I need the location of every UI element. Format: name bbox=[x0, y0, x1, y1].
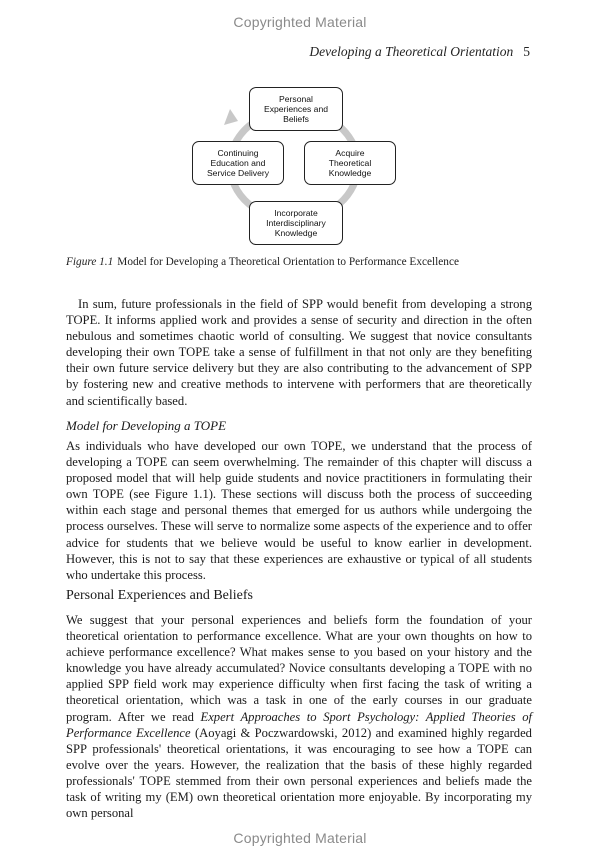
node-personal-experiences: Personal Experiences and Beliefs bbox=[249, 87, 343, 131]
caption-label: Figure 1.1 bbox=[66, 256, 114, 268]
caption-text: Model for Developing a Theoretical Orientation to Performance Excellence bbox=[117, 256, 459, 268]
figure-caption bbox=[66, 256, 536, 268]
node-acquire-knowledge: Acquire Theoretical Knowledge bbox=[304, 141, 396, 185]
watermark-top: Copyrighted Material bbox=[233, 14, 367, 30]
paragraph-1: In sum, future professionals in the field of SPP would benefit from developing a strong TOPE. It informs applied work and provides a sense of security and direction in the often nebulous and sometimes chaotic world of consulting. We suggest that novice consultants developing their own TOPE take a sense of fulfillment in that not only are they benefiting their own future service delivery but they are also contributing to the advancement of SPP by fostering new and creative methods to intervene with performers that are theoretically and scientifically based. bbox=[66, 297, 532, 408]
arrow-head-icon bbox=[224, 109, 238, 125]
paragraph-3-part-1: We suggest that your personal experiences and beliefs form the foundation of your theoretical orientation to performance excellence. What are your own thoughts on how to achieve performance excellence? What makes sense to you based on your history and the knowledge you have already accumulated? Novice consultants developing a TOPE with no applied SPP field work may experience difficulty when first facing the task of writing a theoretical orientation, which was a task in one of the early courses in our graduate program. After we read bbox=[66, 613, 532, 724]
book-title: Expert Approaches to Sport Psychology: Applied Theories of Performance Excellence bbox=[66, 709, 533, 740]
figure-1-1 bbox=[190, 85, 410, 245]
heading-model: Model for Developing a TOPE bbox=[66, 418, 227, 433]
paragraph-2: As individuals who have developed our own TOPE, we understand that the process of developing a TOPE can seem overwhelming. The remainder of this chapter will discuss a proposed model that will help guide students and novice practitioners in formulating their own TOPE (see Figure 1.1). These sections will discuss both the process of succeeding within each stage and personal themes that emerged for us authors while undergoing the process ourselves. These will serve to normalize some aspects of the experience and to offer advice for students that we believe would be useful to know earlier in development. However, this is not to say that these experiences are exhaustive or typical of all students who undertake this process. bbox=[66, 439, 532, 582]
paragraph-3-part-2: (Aoyagi & Poczwardowski, 2012) and examined highly regarded SPP professionals' theoretical orientations, it was encouraging to see how a TOPE can evolve over the years. However, the realization that the basis of these highly regarded professionals' TOPE stemmed from their own personal experiences and beliefs made the task of writing my (EM) own theoretical orientation more enjoyable. By incorporating my own personal bbox=[66, 725, 532, 821]
paragraph-3 bbox=[66, 612, 532, 821]
running-head bbox=[309, 44, 530, 60]
page-number: 5 bbox=[523, 44, 530, 59]
node-continuing-education: Continuing Education and Service Delivery bbox=[192, 141, 284, 185]
node-interdisciplinary-knowledge: Incorporate Interdisciplinary Knowledge bbox=[249, 201, 343, 245]
running-head-title: Developing a Theoretical Orientation bbox=[309, 44, 514, 59]
heading-personal-experiences: Personal Experiences and Beliefs bbox=[66, 588, 253, 603]
watermark-bottom: Copyrighted Material bbox=[233, 830, 367, 846]
